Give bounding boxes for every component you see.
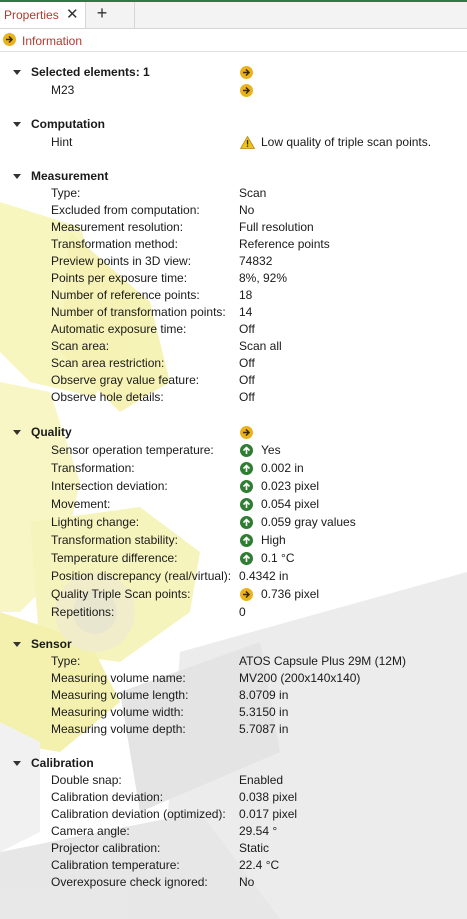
property-key: Excluded from computation:: [51, 203, 200, 217]
up-arrow-icon: [240, 498, 253, 511]
property-key: Number of reference points:: [51, 288, 200, 302]
up-arrow-icon: [240, 462, 253, 475]
collapse-triangle-icon[interactable]: [13, 761, 21, 766]
property-value: Scan all: [239, 339, 282, 353]
property-value: Full resolution: [239, 220, 314, 234]
measurement-property-row[interactable]: [0, 304, 467, 321]
property-key: Repetitions:: [51, 605, 115, 619]
sensor-property-row[interactable]: [0, 687, 467, 704]
selected-element-row[interactable]: [0, 82, 467, 99]
property-key: Number of transformation points:: [51, 305, 226, 319]
property-key: Measuring volume depth:: [51, 722, 186, 736]
section-computation[interactable]: [0, 116, 467, 133]
property-value: 0.059 gray values: [261, 515, 356, 529]
arrow-right-icon[interactable]: [240, 84, 253, 97]
property-key: Camera angle:: [51, 824, 130, 838]
property-value: 18: [239, 288, 253, 302]
calibration-property-row[interactable]: [0, 874, 467, 891]
quality-property-row[interactable]: [0, 460, 467, 477]
sensor-property-row[interactable]: [0, 670, 467, 687]
section-quality[interactable]: [0, 424, 467, 441]
up-arrow-icon: [240, 480, 253, 493]
property-value: 74832: [239, 254, 273, 268]
property-key: Overexposure check ignored:: [51, 875, 208, 889]
quality-property-row[interactable]: [0, 604, 467, 621]
add-tab-icon[interactable]: +: [96, 3, 108, 23]
property-key: Points per exposure time:: [51, 271, 188, 285]
arrow-right-icon[interactable]: [240, 426, 253, 439]
collapse-triangle-icon[interactable]: [13, 430, 21, 435]
up-arrow-icon: [240, 534, 253, 547]
property-key: Automatic exposure time:: [51, 322, 187, 336]
section-title: Calibration: [31, 756, 94, 770]
property-key: Type:: [51, 654, 81, 668]
measurement-property-row[interactable]: [0, 185, 467, 202]
property-value: Off: [239, 322, 255, 336]
property-key: Lighting change:: [51, 515, 140, 529]
property-value: Off: [239, 356, 255, 370]
calibration-property-row[interactable]: [0, 823, 467, 840]
up-arrow-icon: [240, 444, 253, 457]
up-arrow-icon: [240, 552, 253, 565]
info-bar[interactable]: [0, 29, 467, 52]
quality-property-row[interactable]: [0, 478, 467, 495]
property-key: Observe gray value feature:: [51, 373, 200, 387]
selected-element-label: M23: [51, 83, 75, 97]
property-key: Measuring volume length:: [51, 688, 189, 702]
calibration-property-row[interactable]: [0, 772, 467, 789]
collapse-triangle-icon[interactable]: [13, 70, 21, 75]
property-key: Calibration deviation:: [51, 790, 164, 804]
property-value: 0.038 pixel: [239, 790, 298, 804]
measurement-property-row[interactable]: [0, 355, 467, 372]
property-value: ATOS Capsule Plus 29M (12M): [239, 654, 406, 668]
property-value: No: [239, 875, 255, 889]
section-title: Measurement: [31, 169, 109, 183]
property-value: 8%, 92%: [239, 271, 288, 285]
quality-property-row[interactable]: [0, 496, 467, 513]
property-value: Off: [239, 390, 255, 404]
property-key: Calibration temperature:: [51, 858, 180, 872]
property-value: Reference points: [239, 237, 330, 251]
property-value: 29.54 °: [239, 824, 278, 838]
property-key: Temperature difference:: [51, 551, 178, 565]
warning-icon: [240, 136, 255, 149]
property-key: Projector calibration:: [51, 841, 161, 855]
section-sensor[interactable]: [0, 636, 467, 653]
property-key: Scan area restriction:: [51, 356, 165, 370]
section-title: Selected elements: 1: [31, 65, 150, 79]
property-value: Enabled: [239, 773, 284, 787]
property-value: Yes: [261, 443, 281, 457]
close-icon[interactable]: ✕: [66, 6, 79, 23]
measurement-property-row[interactable]: [0, 202, 467, 219]
info-bar-label: Information: [22, 34, 83, 48]
section-title: Sensor: [31, 637, 72, 651]
property-key: Double snap:: [51, 773, 122, 787]
property-key: Transformation:: [51, 461, 135, 475]
property-key: Measuring volume width:: [51, 705, 184, 719]
up-arrow-icon: [240, 516, 253, 529]
property-value: 8.0709 in: [239, 688, 289, 702]
tab-bar: [0, 2, 467, 29]
measurement-property-row[interactable]: [0, 389, 467, 406]
property-key: Intersection deviation:: [51, 479, 168, 493]
measurement-property-row[interactable]: [0, 338, 467, 355]
property-key: Type:: [51, 186, 81, 200]
property-key: Transformation stability:: [51, 533, 178, 547]
sensor-property-row[interactable]: [0, 704, 467, 721]
property-value: 0.002 in: [261, 461, 304, 475]
section-selected-elements[interactable]: [0, 64, 467, 81]
quality-property-row[interactable]: [0, 550, 467, 567]
section-title: Computation: [31, 117, 105, 131]
tab-properties-label: Properties: [4, 8, 59, 22]
property-key: Transformation method:: [51, 237, 178, 251]
property-value: No: [239, 203, 255, 217]
arrow-right-icon[interactable]: [240, 588, 253, 601]
collapse-triangle-icon[interactable]: [13, 174, 21, 179]
property-value: Off: [239, 373, 255, 387]
property-list: [0, 52, 467, 919]
quality-property-row[interactable]: [0, 586, 467, 603]
property-key: Calibration deviation (optimized):: [51, 807, 226, 821]
collapse-triangle-icon[interactable]: [13, 122, 21, 127]
hint-value: Low quality of triple scan points.: [261, 135, 432, 149]
property-key: Preview points in 3D view:: [51, 254, 192, 268]
property-key: Measurement resolution:: [51, 220, 184, 234]
section-measurement[interactable]: [0, 168, 467, 185]
hint-label: Hint: [51, 135, 73, 149]
property-key: Quality Triple Scan points:: [51, 587, 191, 601]
measurement-property-row[interactable]: [0, 372, 467, 389]
sensor-property-row[interactable]: [0, 721, 467, 738]
property-value: 0.4342 in: [239, 569, 289, 583]
quality-property-row[interactable]: [0, 532, 467, 549]
arrow-right-icon[interactable]: [240, 66, 253, 79]
section-calibration[interactable]: [0, 755, 467, 772]
property-value: 22.4 °C: [239, 858, 280, 872]
property-value: 0.1 °C: [261, 551, 295, 565]
property-value: Scan: [239, 186, 267, 200]
tab-properties[interactable]: [0, 2, 86, 28]
property-value: 0.017 pixel: [239, 807, 298, 821]
measurement-property-row[interactable]: [0, 236, 467, 253]
property-value: 0: [239, 605, 246, 619]
calibration-property-row[interactable]: [0, 840, 467, 857]
properties-panel: [0, 52, 467, 919]
measurement-property-row[interactable]: [0, 219, 467, 236]
tab-separator: [134, 2, 135, 28]
property-value: 5.7087 in: [239, 722, 289, 736]
sensor-property-row[interactable]: [0, 653, 467, 670]
property-value: 0.736 pixel: [261, 587, 320, 601]
computation-hint-row: [0, 134, 467, 151]
property-key: Movement:: [51, 497, 111, 511]
property-value: MV200 (200x140x140): [239, 671, 361, 685]
calibration-property-row[interactable]: [0, 857, 467, 874]
property-key: Sensor operation temperature:: [51, 443, 214, 457]
quality-property-row[interactable]: [0, 568, 467, 585]
measurement-property-row[interactable]: [0, 321, 467, 338]
property-value: 0.054 pixel: [261, 497, 320, 511]
property-value: 14: [239, 305, 253, 319]
property-value: 0.023 pixel: [261, 479, 320, 493]
calibration-property-row[interactable]: [0, 806, 467, 823]
property-key: Position discrepancy (real/virtual):: [51, 569, 232, 583]
property-key: Measuring volume name:: [51, 671, 186, 685]
quality-property-row[interactable]: [0, 442, 467, 459]
measurement-property-row[interactable]: [0, 287, 467, 304]
property-value: High: [261, 533, 286, 547]
property-value: Static: [239, 841, 270, 855]
quality-property-row[interactable]: [0, 514, 467, 531]
property-value: 5.3150 in: [239, 705, 289, 719]
measurement-property-row[interactable]: [0, 270, 467, 287]
section-title: Quality: [31, 425, 72, 439]
property-key: Scan area:: [51, 339, 110, 353]
property-key: Observe hole details:: [51, 390, 164, 404]
collapse-triangle-icon[interactable]: [13, 642, 21, 647]
calibration-property-row[interactable]: [0, 789, 467, 806]
measurement-property-row[interactable]: [0, 253, 467, 270]
arrow-right-icon: [3, 33, 16, 46]
